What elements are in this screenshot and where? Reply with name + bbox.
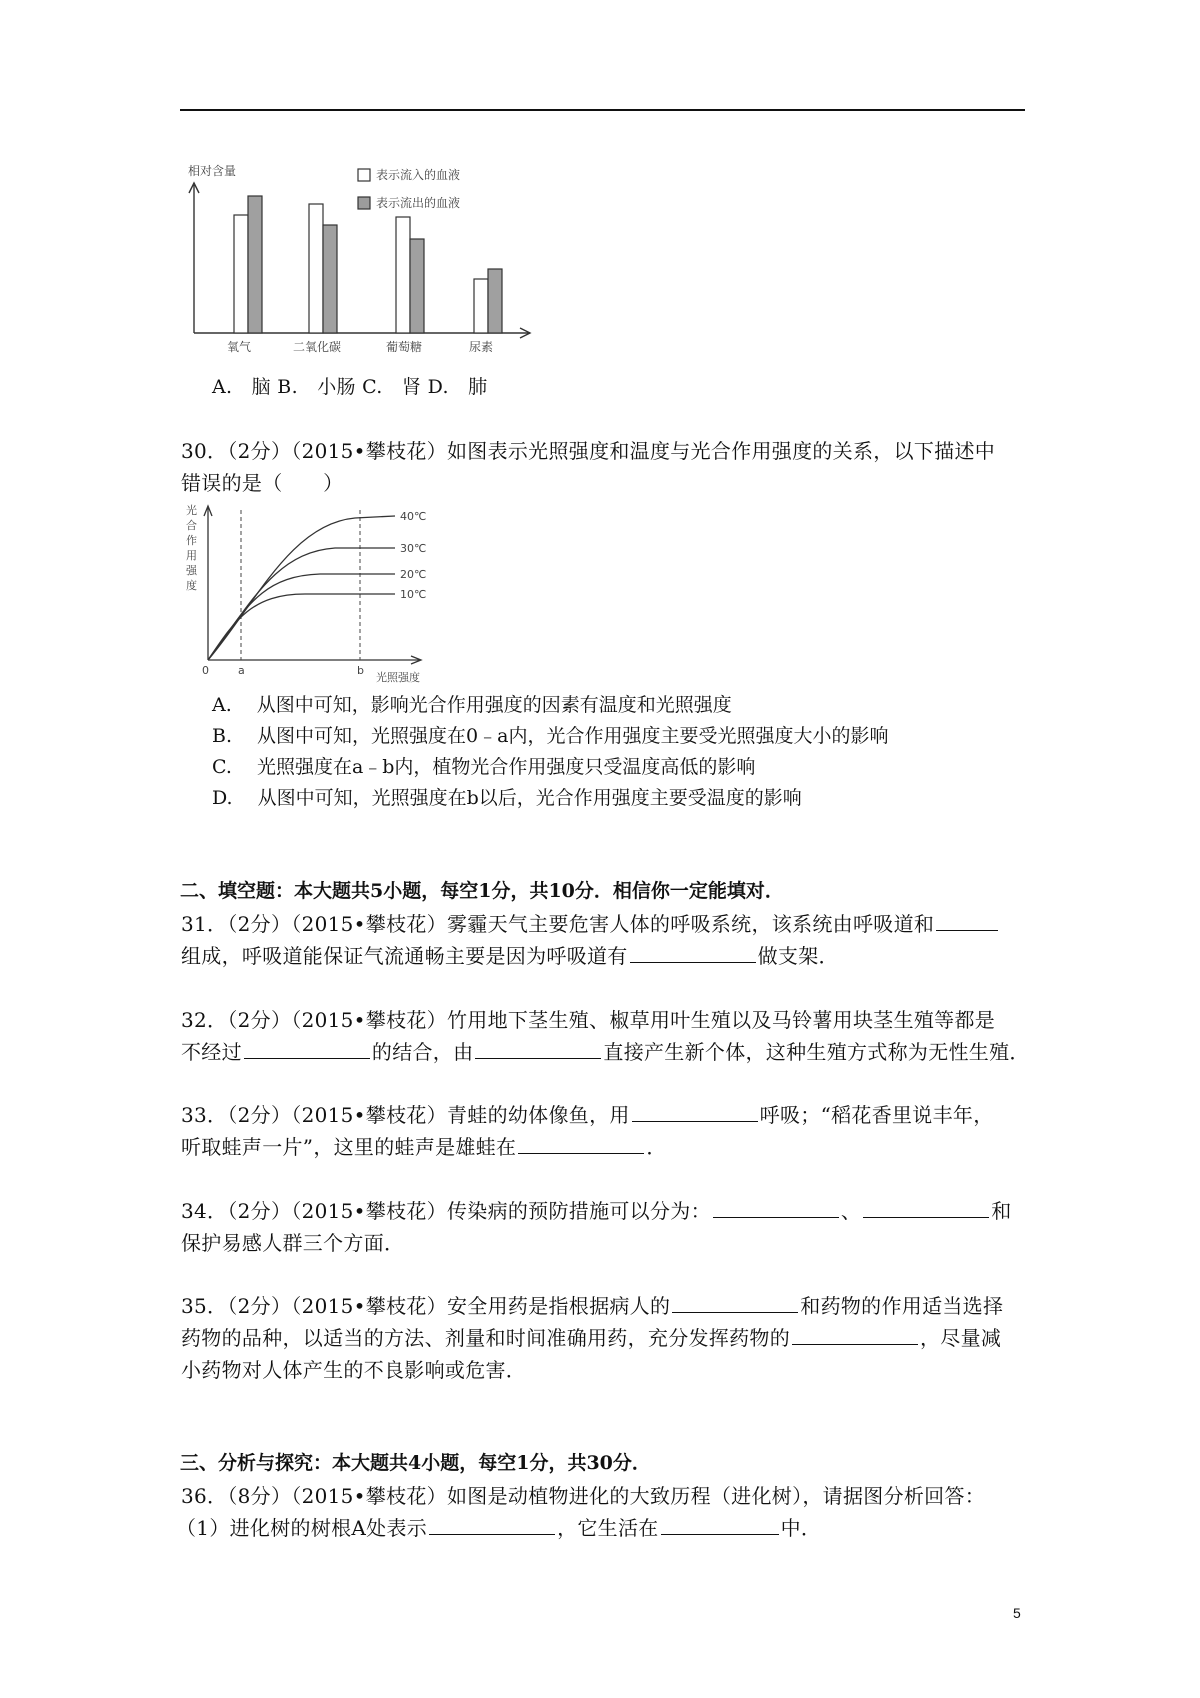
answer-blank xyxy=(475,1057,601,1059)
bar-oxygen-outflow xyxy=(248,196,262,333)
x-tick-a: a xyxy=(238,664,245,677)
origin-label: 0 xyxy=(202,664,209,677)
q35-text: 35．（2分）（2015•攀枝花）安全用药是指根据病人的 xyxy=(181,1294,671,1318)
x-tick-b: b xyxy=(357,664,364,677)
bar-urea-inflow xyxy=(474,279,488,333)
legend-label-outflow: 表示流出的血液 xyxy=(376,196,461,210)
q33-text: 33．（2分）（2015•攀枝花）青蛙的幼体像鱼，用 xyxy=(181,1103,630,1127)
q35-text: 和药物的作用适当选择 xyxy=(800,1294,1004,1318)
legend-label-inflow: 表示流入的血液 xyxy=(376,168,461,182)
q31-line1 xyxy=(181,908,1000,937)
answer-blank xyxy=(630,961,756,963)
y-axis-label: 相对含量 xyxy=(188,164,237,178)
q30-option-c: C. 光照强度在a﹣b内，植物光合作用强度只受温度高低的影响 xyxy=(212,756,756,778)
answer-blank xyxy=(244,1057,370,1059)
curve-label-20c: 20℃ xyxy=(400,568,427,581)
y-axis-label-char: 合 xyxy=(186,519,197,532)
category-label-urea: 尿素 xyxy=(469,340,494,354)
answer-blank xyxy=(863,1216,989,1218)
q33-line2 xyxy=(181,1131,667,1160)
q33-line1 xyxy=(181,1099,994,1128)
curve-label-40c: 40℃ xyxy=(400,510,427,523)
bar-urea-outflow xyxy=(488,269,502,333)
answer-blank xyxy=(792,1343,918,1345)
blood-content-bar-chart xyxy=(180,155,540,355)
section2-heading: 二、填空题：本大题共5小题，每空1分，共10分．相信你一定能填对． xyxy=(180,880,784,902)
y-axis-label-char: 光 xyxy=(186,504,197,517)
q36-text: ，它生活在 xyxy=(557,1516,659,1540)
q32-text: 不经过 xyxy=(181,1040,242,1064)
q35-line2 xyxy=(181,1322,1001,1351)
q31-text: 做支架． xyxy=(757,944,839,968)
q32-text: 的结合，由 xyxy=(371,1040,474,1064)
bar-group-oxygen xyxy=(234,196,262,333)
q36-line1: 36．（8分）（2015•攀枝花）如图是动植物进化的大致历程（进化树），请据图分析回答： xyxy=(181,1484,986,1508)
curve-label-10c: 10℃ xyxy=(400,588,427,601)
q35-text: 药物的品种，以适当的方法、剂量和时间准确用药，充分发挥药物的 xyxy=(181,1326,790,1350)
q30-option-a: A. 从图中可知，影响光合作用强度的因素有温度和光照强度 xyxy=(212,694,732,716)
q30-stem-line1: 30．（2分）（2015•攀枝花）如图表示光照强度和温度与光合作用强度的关系，以下描述中 xyxy=(181,439,996,463)
legend-swatch-inflow xyxy=(358,169,370,181)
q36-text: （1）进化树的树根A处表示 xyxy=(176,1516,428,1540)
curve-10c xyxy=(208,594,395,660)
category-label-co2: 二氧化碳 xyxy=(293,340,342,354)
q33-text: 呼吸；“稻花香里说丰年， xyxy=(759,1103,994,1127)
q30-option-b: B. 从图中可知，光照强度在0﹣a内，光合作用强度主要受光照强度大小的影响 xyxy=(212,725,889,747)
answer-blank xyxy=(713,1216,839,1218)
q30-option-d: D. 从图中可知，光照强度在b以后，光合作用强度主要受温度的影响 xyxy=(212,787,802,809)
q32-line2 xyxy=(181,1036,1030,1065)
category-label-glucose: 葡萄糖 xyxy=(386,340,423,354)
answer-blank xyxy=(429,1533,555,1535)
q32-line1: 32．（2分）（2015•攀枝花）竹用地下茎生殖、椒草用叶生殖以及马铃薯用块茎生殖等都是 xyxy=(181,1008,996,1032)
answer-blank xyxy=(518,1152,644,1154)
q34-line2: 保护易感人群三个方面． xyxy=(181,1231,405,1255)
bar-group-glucose xyxy=(396,217,424,333)
section3-heading: 三、分析与探究：本大题共4小题，每空1分，共30分． xyxy=(180,1452,651,1474)
curve-30c xyxy=(208,548,395,660)
bar-group-co2 xyxy=(309,204,337,333)
bar-oxygen-inflow xyxy=(234,215,248,333)
y-axis-label-char: 度 xyxy=(186,579,197,592)
q35-line3: 小药物对人体产生的不良影响或危害． xyxy=(181,1358,527,1382)
header-rule xyxy=(180,109,1025,111)
bar-glucose-inflow xyxy=(396,217,410,333)
q34-line1 xyxy=(181,1195,1012,1224)
q31-line2 xyxy=(181,940,839,969)
q34-text: 、 xyxy=(840,1199,862,1223)
curve-20c xyxy=(208,574,395,660)
answer-blank xyxy=(661,1533,779,1535)
q32-text: 直接产生新个体，这种生殖方式称为无性生殖． xyxy=(603,1040,1030,1064)
x-axis-label: 光照强度 xyxy=(376,671,420,684)
q33-text: ． xyxy=(646,1135,667,1159)
q35-line1 xyxy=(181,1290,1003,1319)
q29-options: A. 脑 B. 小肠 C. 肾 D. 肺 xyxy=(212,376,488,398)
y-axis-label-char: 强 xyxy=(186,564,197,577)
answer-blank xyxy=(936,929,998,931)
page-number: 5 xyxy=(1013,1605,1021,1621)
curve-label-30c: 30℃ xyxy=(400,542,427,555)
bar-group-urea xyxy=(474,269,502,333)
photosynthesis-curve-chart xyxy=(180,500,440,684)
bar-co2-outflow xyxy=(323,225,337,333)
category-label-oxygen: 氧气 xyxy=(227,340,252,354)
q31-text: 31．（2分）（2015•攀枝花）雾霾天气主要危害人体的呼吸系统，该系统由呼吸道和 xyxy=(181,912,935,936)
q36-text: 中． xyxy=(780,1516,822,1540)
q33-text: 听取蛙声一片”，这里的蛙声是雄蛙在 xyxy=(181,1135,517,1159)
q36-line2 xyxy=(176,1512,821,1541)
q31-text: 组成，呼吸道能保证气流通畅主要是因为呼吸道有 xyxy=(181,944,628,968)
q30-stem-line2: 错误的是（ ） xyxy=(181,471,344,495)
q34-text: 和 xyxy=(991,1199,1012,1223)
answer-blank xyxy=(632,1120,758,1122)
q35-text: ，尽量减 xyxy=(920,1326,1002,1350)
answer-blank xyxy=(672,1311,798,1313)
curve-40c xyxy=(208,516,395,660)
bar-co2-inflow xyxy=(309,204,323,333)
legend-swatch-outflow xyxy=(358,197,370,209)
y-axis-label-char: 作 xyxy=(186,534,197,547)
q34-text: 34．（2分）（2015•攀枝花）传染病的预防措施可以分为： xyxy=(181,1199,711,1223)
y-axis-label-char: 用 xyxy=(186,549,197,562)
bar-glucose-outflow xyxy=(410,239,424,333)
